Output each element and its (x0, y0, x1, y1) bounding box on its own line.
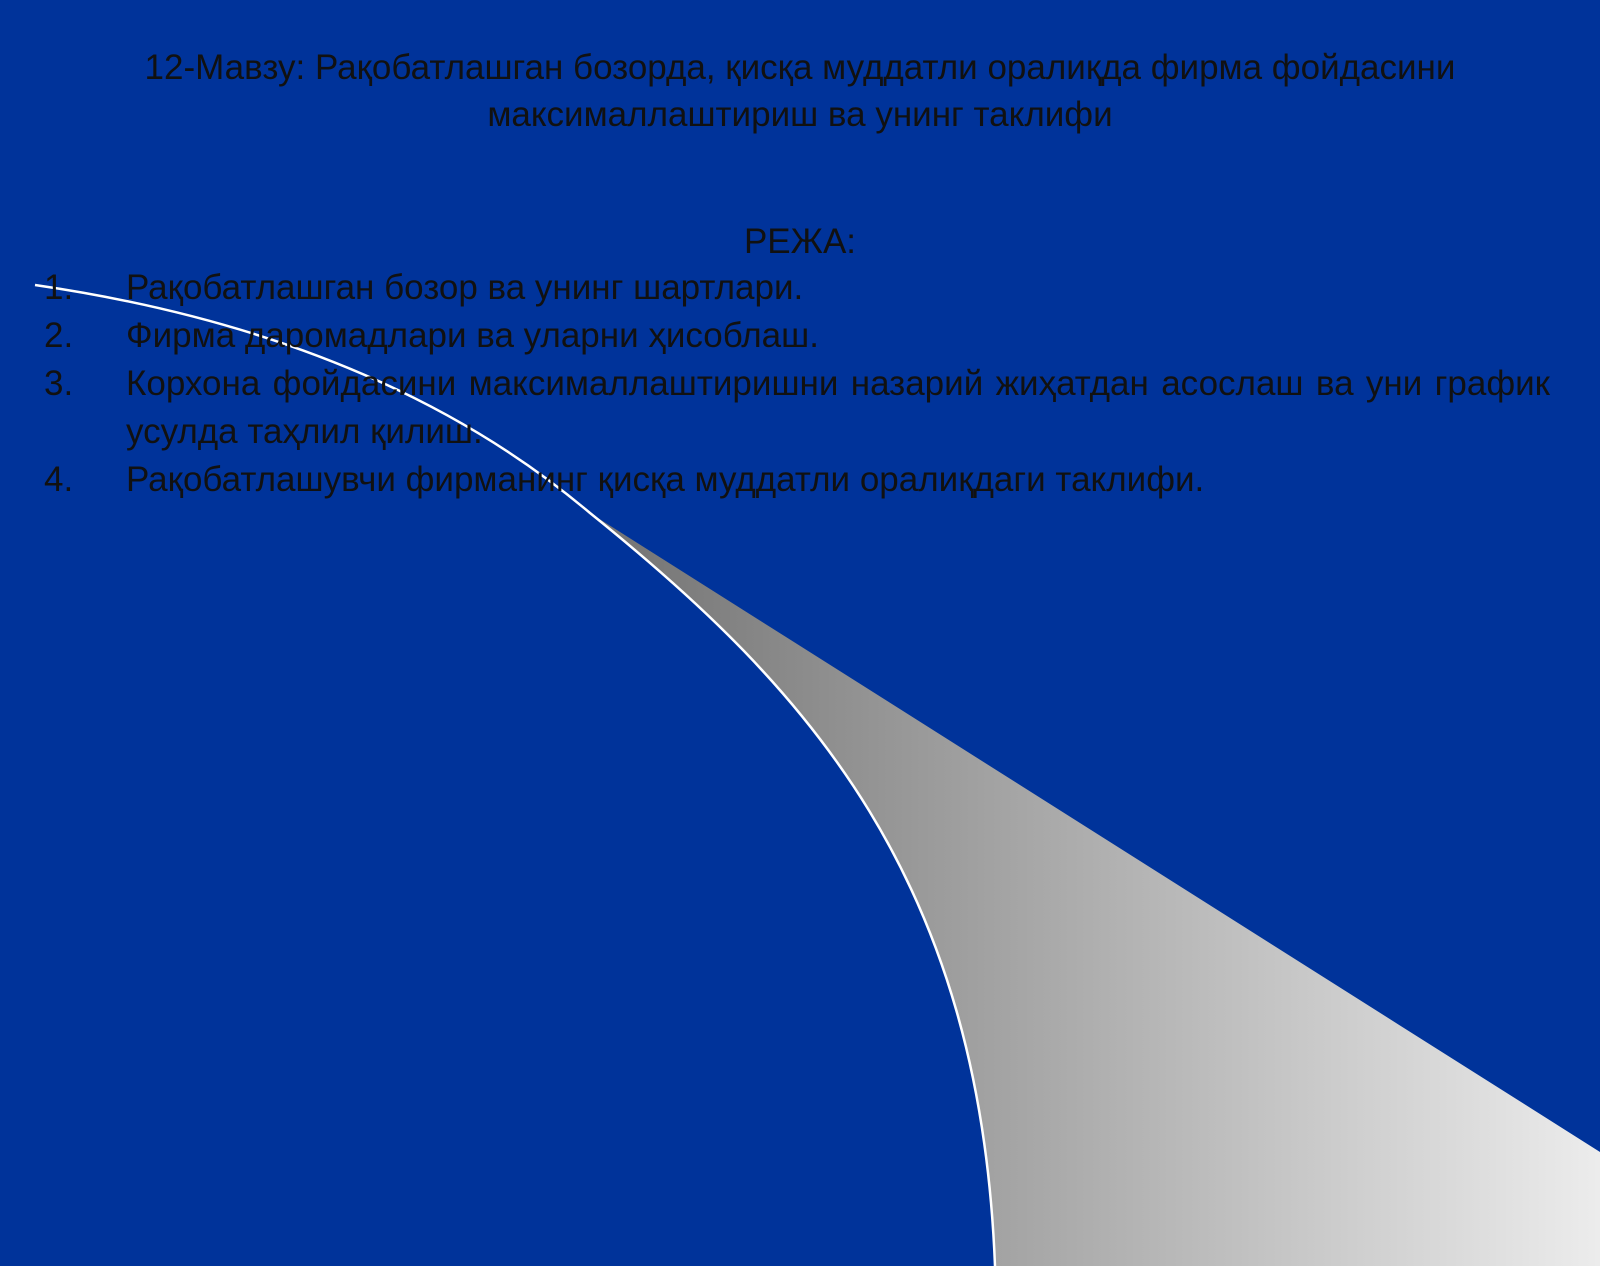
plan-item-text: Рақобатлашувчи фирманинг қисқа муддатли оралиқдаги таклифи. (126, 460, 1205, 499)
plan-item-3 (44, 360, 1550, 456)
plan-item-4 (44, 456, 1550, 504)
plan-list (44, 264, 1550, 504)
plan-item-text: Корхона фойдасини максималлаштиришни назарий жиҳатдан асослаш ва уни график усулда таҳлил қилиш. (126, 364, 1550, 451)
plan-item-number: 2. (44, 316, 74, 355)
plan-heading: РЕЖА: (743, 222, 857, 261)
plan-item-number: 4. (44, 460, 74, 499)
plan-item-text: Фирма даромадлари ва уларни ҳисоблаш. (126, 316, 819, 355)
plan-item-1 (44, 264, 1550, 312)
swoosh-fill (590, 513, 1600, 1266)
plan-item-text: Рақобатлашган бозор ва унинг шартлари. (126, 268, 804, 307)
plan-item-2 (44, 312, 1550, 360)
slide-title: 12-Мавзу: Рақобатлашган бозорда, қисқа муддатли оралиқда фирма фойдасини максималлаштириш ва унинг таклифи (144, 48, 1456, 134)
plan-item-number: 3. (44, 364, 74, 403)
plan-item-number: 1. (44, 268, 74, 307)
